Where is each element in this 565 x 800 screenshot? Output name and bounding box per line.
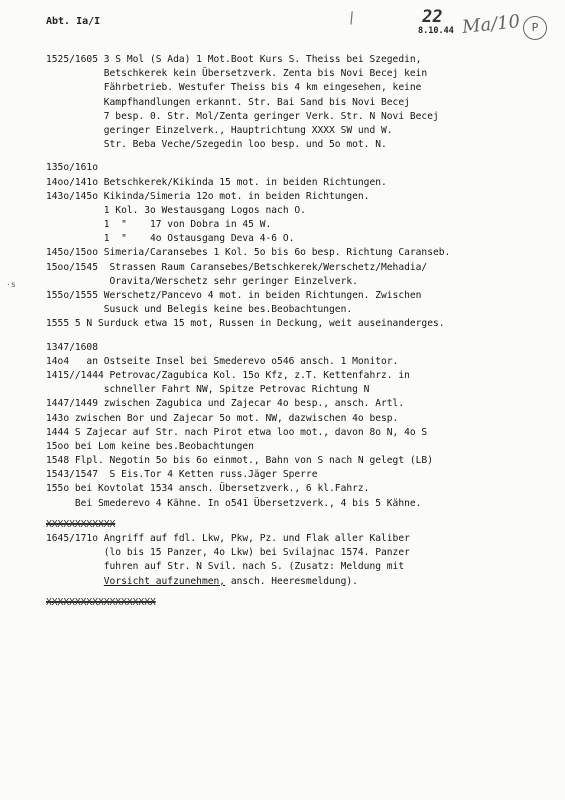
report-line: 155o/1555 Werschetz/Pancevo 4 mot. in beiden Richtungen. Zwischen xyxy=(46,290,422,301)
report-number: 22 xyxy=(420,7,444,27)
report-line: 143o zwischen Bor und Zajecar 5o mot. NW, dazwischen 4o besp. xyxy=(46,412,399,424)
report-body xyxy=(46,53,551,610)
report-line: (lo bis 15 Panzer, 4o Lkw) bei Svilajnac 1574. Panzer xyxy=(46,547,410,559)
report-line: Bei Smederevo 4 Kähne. In o541 Übersetzverk., 4 bis 5 Kähne. xyxy=(46,497,422,509)
struck-out-line: XXXXXXXXXXXXXXXXXXX xyxy=(46,596,156,608)
report-line: 15oo bei Lom keine bes.Beobachtungen xyxy=(46,440,254,452)
report-line: Betschkerek kein Übersetzverk. Zenta bis Novi Becej kein xyxy=(46,68,428,80)
report-line: Fährbetrieb. Westufer Theiss bis 4 km eingesehen, keine xyxy=(46,82,422,94)
handwritten-annotation: Ma/10 xyxy=(461,11,522,38)
report-line: 1645/171o Angriff auf fdl. Lkw, Pkw, Pz. und Flak aller Kaliber xyxy=(46,533,410,544)
report-line: Oravita/Werschetz sehr geringer Einzelverk. xyxy=(46,275,358,287)
handwritten-ink-mark: \ xyxy=(347,7,357,28)
report-line xyxy=(46,575,551,589)
line-continuation: ansch. Heeresmeldung). xyxy=(225,575,358,587)
indent xyxy=(46,576,104,587)
margin-mark: ·s xyxy=(6,280,16,289)
circle-stamp: P xyxy=(523,16,547,40)
report-line: 1555 5 N Surduck etwa 15 mot, Russen in Deckung, weit auseinanderges. xyxy=(46,318,445,330)
underlined-phrase: Vorsicht aufzunehmen, xyxy=(103,575,226,587)
struck-out-line: XXXXXXXXXXXX xyxy=(46,518,116,530)
report-line: 155o bei Kovtolat 1534 ansch. Übersetzverk., 6 kl.Fahrz. xyxy=(46,483,370,495)
report-line: 145o/15oo Simeria/Caransebes 1 Kol. 5o bis 6o besp. Richtung Caranseb. xyxy=(46,247,451,259)
report-line: 1447/1449 zwischen Zagubica und Zajecar 4o besp., ansch. Artl. xyxy=(46,398,405,410)
report-line: Susuck und Belegis keine bes.Beobachtungen. xyxy=(46,304,353,316)
report-line: Kampfhandlungen erkannt. Str. Bai Sand bis Novi Becej xyxy=(46,96,410,108)
report-line: geringer Einzelverk., Hauptrichtung XXXX SW und W. xyxy=(46,124,393,136)
report-line: fuhren auf Str. N Svil. nach S. (Zusatz: Meldung mit xyxy=(46,561,405,573)
report-date: 8.10.44 xyxy=(418,26,454,36)
report-line: 1415//1444 Petrovac/Zagubica Kol. 15o Kfz, z.T. Kettenfahrz. in xyxy=(46,369,410,381)
report-line: 1 " 4o Ostausgang Deva 4-6 O. xyxy=(46,233,295,245)
report-line: schneller Fahrt NW, Spitze Petrovac Richtung N xyxy=(46,384,370,396)
report-line: 15oo/1545 Strassen Raum Caransebes/Betschkerek/Werschetz/Mehadia/ xyxy=(46,261,428,273)
report-line: 1 Kol. 3o Westausgang Logos nach O. xyxy=(46,204,306,216)
report-line: 14o4 an Ostseite Insel bei Smederevo o546 ansch. 1 Monitor. xyxy=(46,355,399,367)
report-line: 14oo/141o Betschkerek/Kikinda 15 mot. in beiden Richtungen. xyxy=(46,176,387,188)
report-line: 7 besp. 0. Str. Mol/Zenta geringer Verk. Str. N Novi Becej xyxy=(46,110,439,122)
report-line: 1 " 17 von Dobra in 45 W. xyxy=(46,219,272,231)
report-line: 1444 S Zajecar auf Str. nach Pirot etwa loo mot., davon 8o N, 4o S xyxy=(46,426,428,438)
document-reference: Abt. Ia/I xyxy=(46,16,101,27)
report-line: 143o/145o Kikinda/Simeria 12o mot. in beiden Richtungen. xyxy=(46,190,370,202)
report-line: 1525/1605 3 S Mol (S Ada) 1 Mot.Boot Kurs S. Theiss bei Szegedin, xyxy=(46,54,422,65)
report-line: 1543/1547 S Eis.Tor 4 Ketten russ.Jäger Sperre xyxy=(46,469,318,481)
section-heading: 1347/1608 xyxy=(46,341,98,353)
section-heading: 135o/161o xyxy=(46,162,98,174)
report-line: 1548 Flpl. Negotin 5o bis 6o einmot., Bahn von S nach N gelegt (LB) xyxy=(46,455,433,467)
report-line: Str. Beba Veche/Szegedin loo besp. und 5o mot. N. xyxy=(46,139,387,151)
